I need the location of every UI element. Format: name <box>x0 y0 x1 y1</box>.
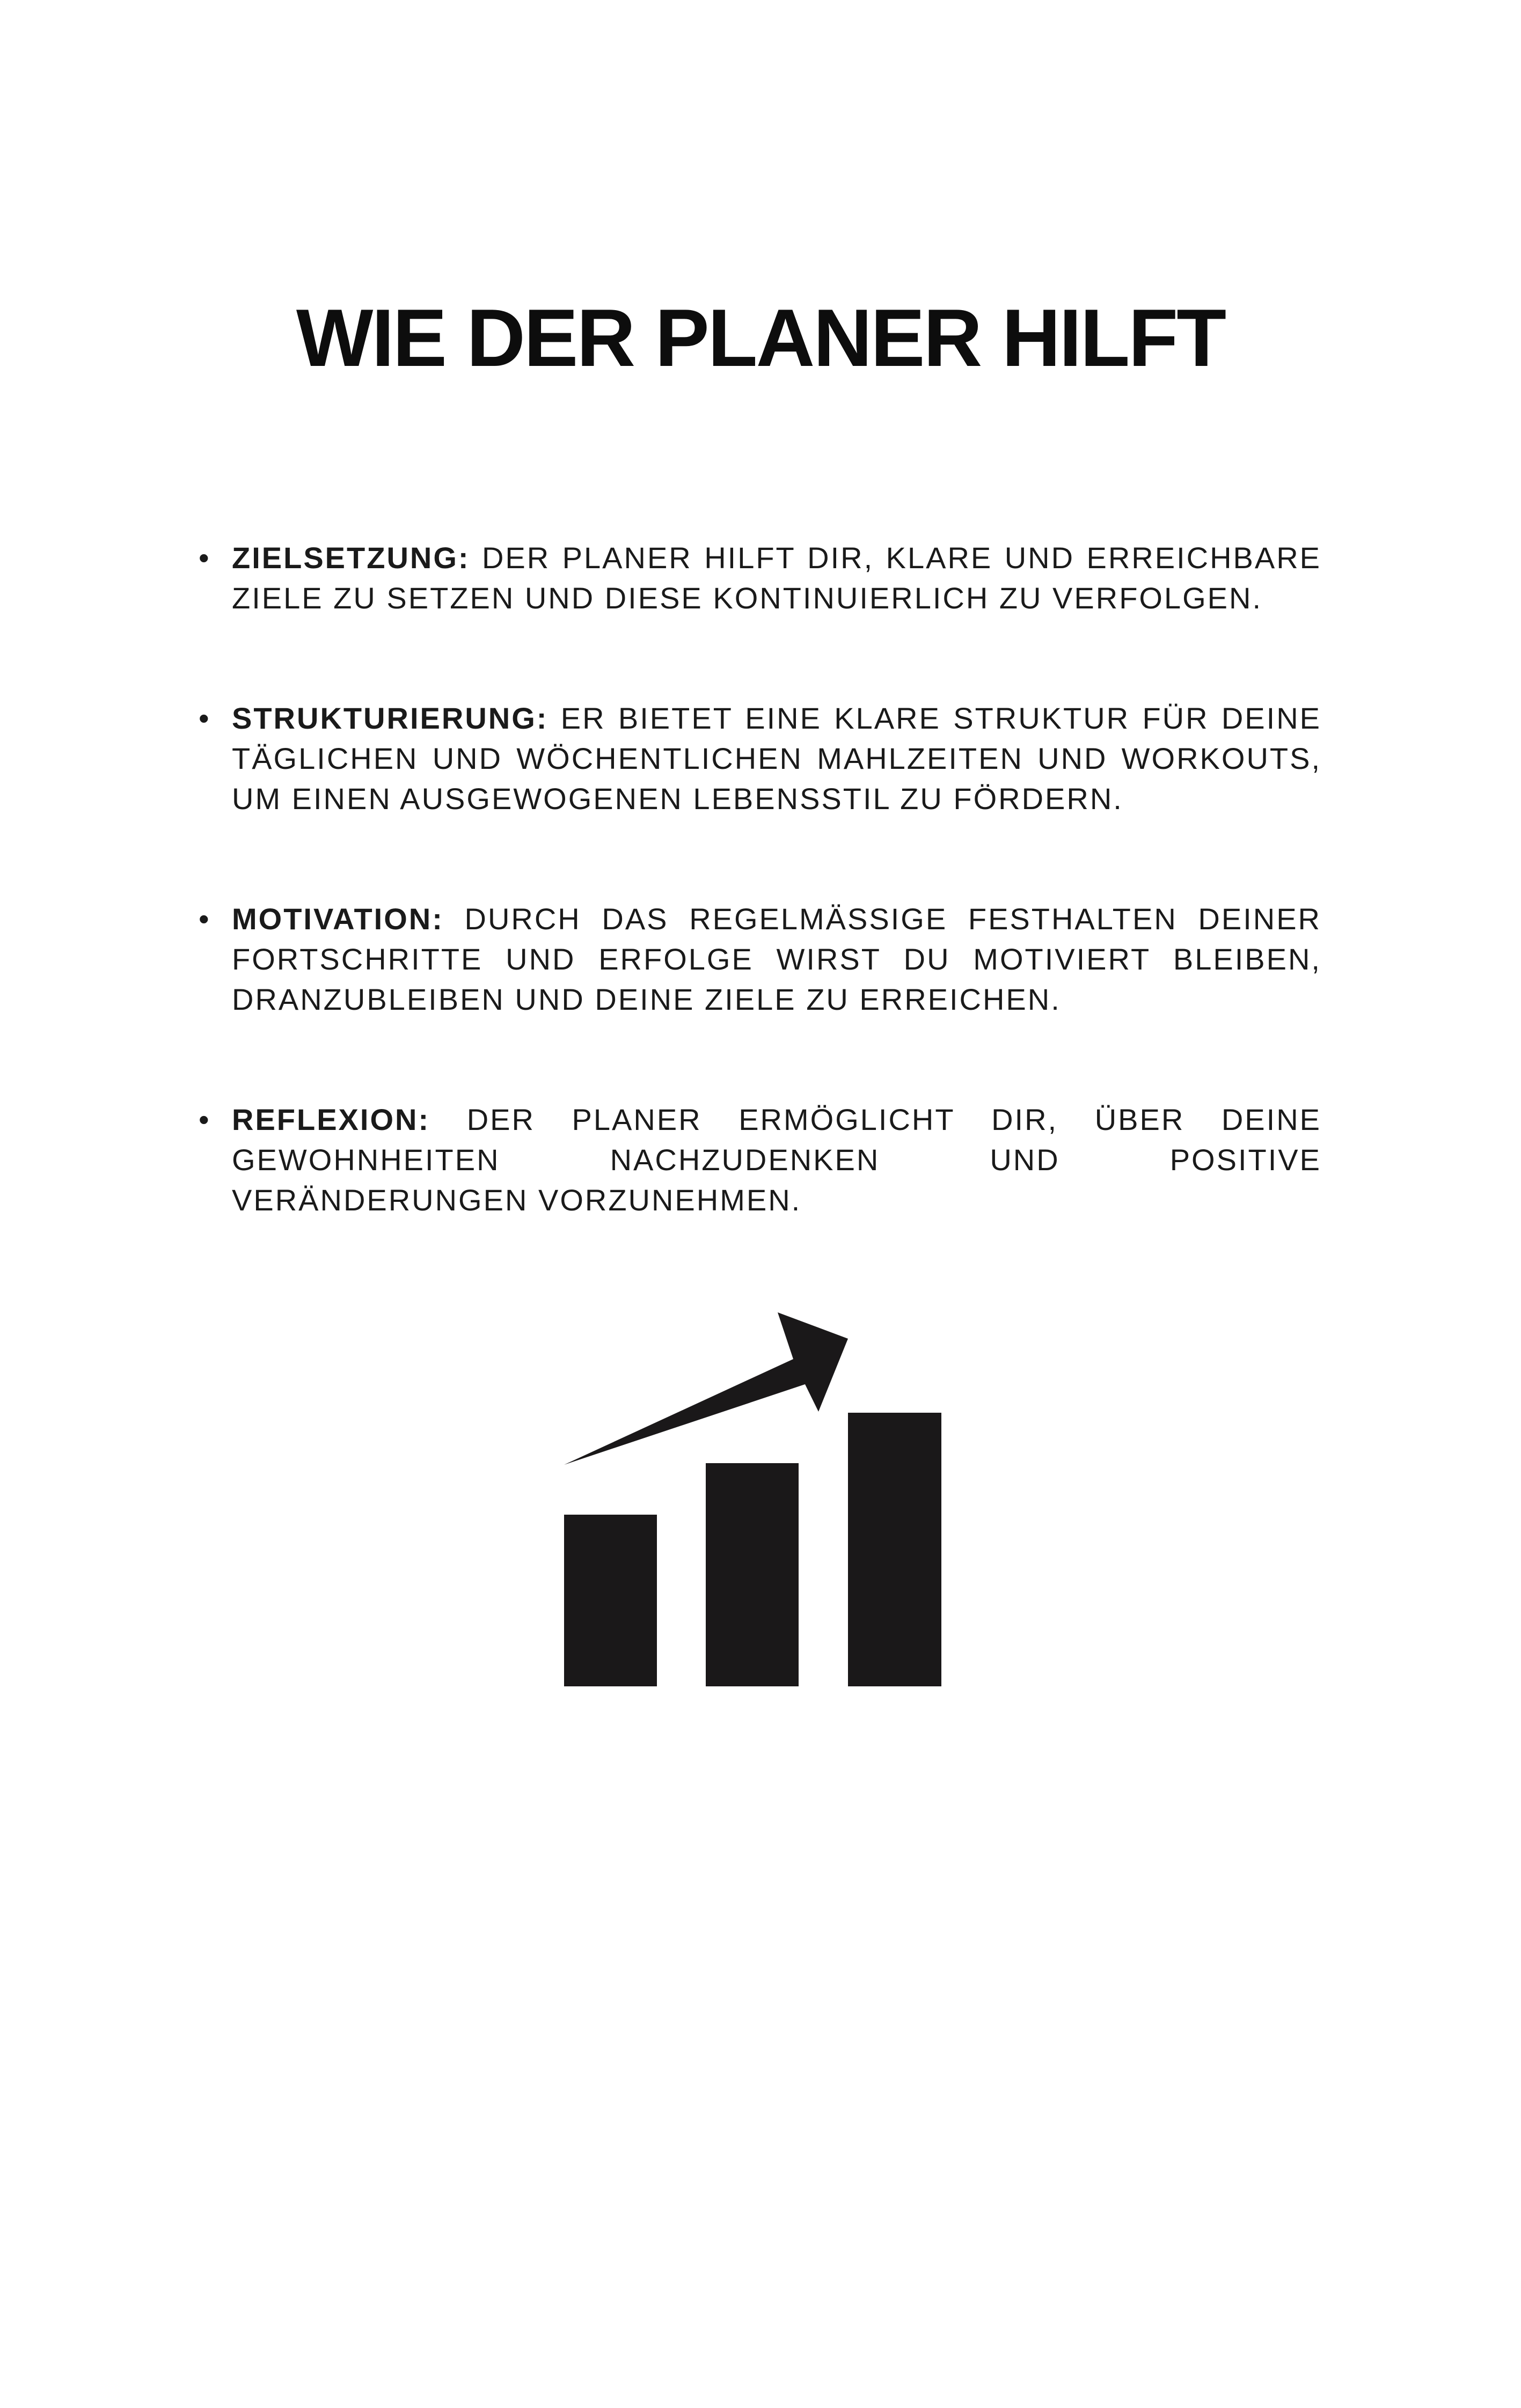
benefit-text: ER BIETET EINE KLARE STRUKTUR FÜR DEINE TÄGLICHEN UND WÖCHENTLICHEN MAHLZEITEN UND WORKOUTS, UM EINEN AUSGEWOGENEN LEBENSSTIL ZU FÖRDERN. <box>232 701 1322 816</box>
benefit-list <box>199 538 1322 1300</box>
bar-tall-icon <box>848 1413 941 1686</box>
benefit-item-strukturierung <box>199 698 1322 819</box>
arrow-up-right-icon <box>564 1312 848 1465</box>
bullet-icon: • <box>199 701 211 735</box>
bar-medium-icon <box>706 1463 799 1686</box>
bar-short-icon <box>564 1515 657 1686</box>
benefit-item-zielsetzung <box>199 538 1322 618</box>
benefit-text: DURCH DAS REGELMÄSSIGE FESTHALTEN DEINER FORTSCHRITTE UND ERFOLGE WIRST DU MOTIVIERT BLEIBEN, DRANZUBLEIBEN UND DEINE ZIELE ZU ERREICHEN. <box>232 902 1321 1016</box>
benefit-item-reflexion <box>199 1099 1322 1220</box>
benefit-term: ZIELSETZUNG: <box>232 541 470 575</box>
benefit-term: MOTIVATION: <box>232 902 444 936</box>
benefit-text: DER PLANER ERMÖGLICHT DIR, ÜBER DEINE GEWOHNHEITEN NACHZUDENKEN UND POSITIVE VERÄNDERUNGEN VORZUNEHMEN. <box>232 1103 1322 1217</box>
benefit-item-motivation <box>199 899 1321 1019</box>
benefit-term: REFLEXION: <box>232 1103 430 1136</box>
bullet-icon: • <box>199 541 211 575</box>
page-title: WIE DER PLANER HILFT <box>296 292 1225 384</box>
bullet-icon: • <box>199 902 211 936</box>
benefit-text: DER PLANER HILFT DIR, KLARE UND ERREICHBARE ZIELE ZU SETZEN UND DIESE KONTINUIERLICH ZU VERFOLGEN. <box>232 541 1322 615</box>
growth-chart-icon <box>558 1309 955 1695</box>
bullet-icon: • <box>199 1103 211 1136</box>
benefit-term: STRUKTURIERUNG: <box>232 701 549 735</box>
